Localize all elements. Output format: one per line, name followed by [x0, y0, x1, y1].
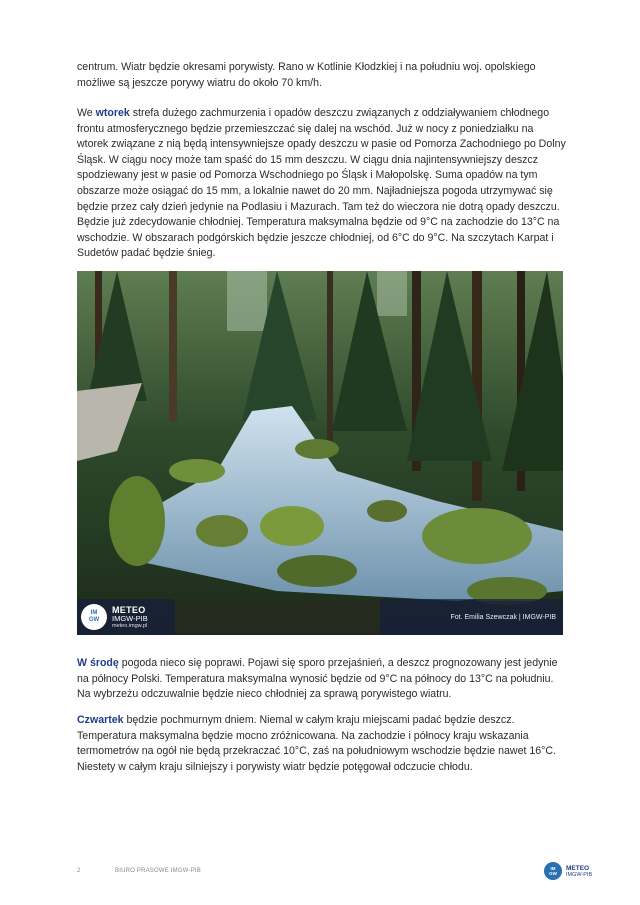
- photo-credit-text: Fot. Emilia Szewczak | IMGW-PIB: [450, 613, 556, 621]
- wednesday-heading: W środę: [77, 657, 119, 669]
- footer-imgw-logo-icon: [544, 862, 562, 880]
- footer-logo-subtitle: IMGW-PIB: [566, 871, 593, 878]
- paragraph-intro: centrum. Wiatr będzie okresami porywisty. Rano w Kotlinie Kłodzkiej i na południu woj. opolskiego możliwe są jeszcze porywy wiatru do około 70 km/h.: [77, 61, 536, 89]
- paragraph-tuesday: [77, 106, 567, 262]
- imgw-logo-icon: [81, 604, 107, 630]
- page-number: 2: [77, 868, 81, 874]
- logo-badge-line1: IM: [90, 610, 98, 616]
- meteo-logo-overlay: [77, 599, 175, 635]
- logo-title: METEO: [112, 604, 146, 615]
- logo-url: meteo.imgw.pl: [112, 622, 148, 629]
- footer-badge-line2: GW: [549, 871, 557, 876]
- footer-logo-title: METEO: [566, 864, 590, 872]
- thursday-heading: Czwartek: [77, 714, 124, 726]
- logo-badge-line2: GW: [88, 617, 100, 623]
- stream-forest-photo: [77, 271, 563, 635]
- thursday-body: będzie pochmurnym dniem. Niemal w całym kraju miejscami padać będzie deszcz. Temperatura maksymalna będzie mocno zróżnicowana. Na zachodzie i północy kraju wskazania termometrów na ogół nie będą przekraczać 10°C, zaś na południowym wschodzie będzie nawet 16°C. Niestety w całym kraju silniejszy i porywisty wiatr będzie potęgował odczucie chłodu.: [77, 714, 556, 773]
- wednesday-body: pogoda nieco się poprawi. Pojawi się sporo przejaśnień, a deszcz prognozowany jest jedynie na północy Polski. Temperatura maksymalna wynosić będzie od 9°C na północy do 13°C na południu. Na wybrzeżu odczuwalnie będzie nieco chłodniej za sprawą porywistego wiatru.: [77, 657, 558, 701]
- paragraph-thursday: [77, 713, 567, 775]
- tuesday-lead: We: [77, 107, 96, 119]
- footer-badge-line1: IM: [550, 866, 556, 871]
- logo-subtitle: IMGW-PIB: [112, 613, 148, 623]
- photo-credit: [380, 599, 563, 635]
- paragraph-wednesday: [77, 656, 567, 703]
- footer-meteo-logo: [544, 862, 592, 880]
- footer-label: BIURO PRASOWE IMGW-PIB: [115, 868, 201, 874]
- tuesday-body: strefa dużego zachmurzenia i opadów deszczu związanych z oddziaływaniem chłodnego frontu atmosferycznego będzie przemieszczać się dalej na wschód. Już w nocy z poniedziałku na wtorek związane z nią będą intensywniejsze opady deszczu w pasie od Pomorza Zachodniego po Dolny Śląsk. W ciągu nocy może tam spaść do 15 mm deszczu. W ciągu dnia najintensywniejszy deszcz spodziewany jest w pasie od Pomorza Wschodniego po Śląsk i Małopolskę. Suma opadów na tym obszarze może osiągać do 15 mm, a lokalnie nawet do 20 mm. Najładniejsza pogoda utrzymywać się będzie przez cały dzień jedynie na Podlasiu i Mazurach. Tam też do wieczora nie dotrą opady deszczu. Będzie już zdecydowanie chłodniej. Temperatura maksymalna będzie od 9°C na zachodzie do 13°C na wschodzie. W obszarach podgórskich będzie jeszcze chłodniej, od 6°C do 9°C. Na szczytach Karpat i Sudetów padać będzie śnieg.: [77, 107, 566, 260]
- tuesday-heading: wtorek: [95, 107, 130, 119]
